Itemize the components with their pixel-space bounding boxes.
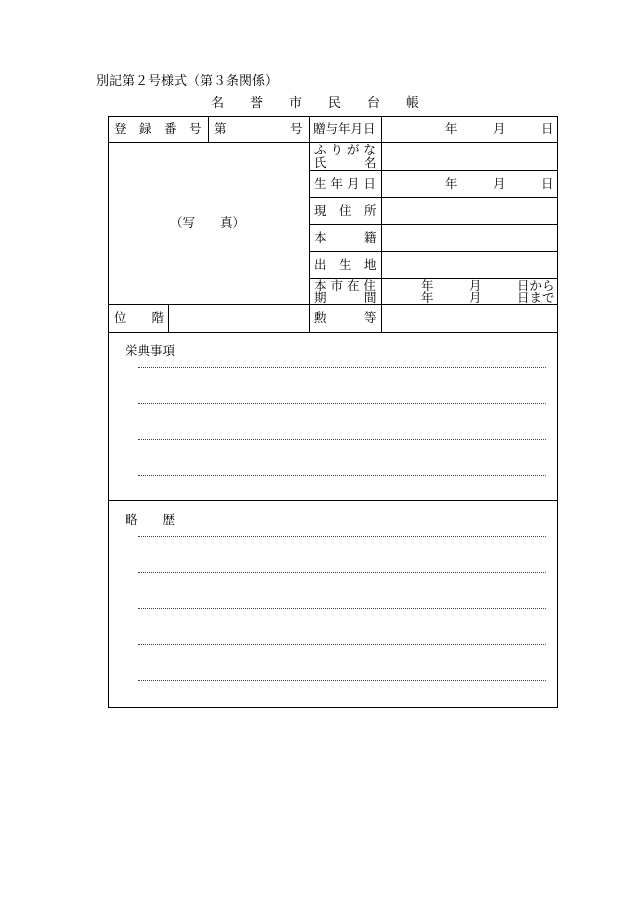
residence-from-month: 月: [469, 278, 482, 293]
residence-to-month: 月: [469, 290, 482, 305]
career-entry-line: [138, 644, 546, 645]
residence-to-suffix: 日まで: [517, 290, 555, 305]
name-label: 氏 名: [314, 155, 377, 170]
residence-from-year: 年: [421, 278, 434, 293]
number-suffix: 号: [290, 121, 303, 136]
registration-number-label: 登 録 番 号: [114, 121, 202, 136]
column-divider: [309, 116, 310, 332]
birthdate-label: 生 年 月 日: [314, 176, 376, 191]
residence-period-label: 本 市 在 住: [314, 278, 376, 293]
residence-to-year: 年: [421, 290, 434, 305]
domicile-label: 本 籍: [314, 230, 377, 245]
award-date-label: 贈与年月日: [313, 121, 376, 136]
birthdate-year: 年: [445, 176, 458, 191]
honors-label: 栄典事項: [125, 343, 176, 358]
award-date-year: 年: [445, 121, 458, 136]
career-entry-line: [138, 608, 546, 609]
career-entry-line: [138, 680, 546, 681]
career-entry-line: [138, 536, 546, 537]
decoration-label: 勲 等: [314, 310, 377, 325]
honors-entry-line: [138, 367, 546, 368]
award-date-day: 日: [541, 121, 554, 136]
residence-from-suffix: 日から: [517, 278, 555, 293]
row-divider: [309, 251, 558, 252]
column-divider: [381, 116, 382, 332]
document-title: 名 誉 市 民 台 帳: [210, 96, 419, 111]
birthdate-month: 月: [493, 176, 506, 191]
number-prefix: 第: [214, 121, 227, 136]
column-divider: [168, 304, 169, 332]
honors-entry-line: [138, 439, 546, 440]
row-divider: [309, 170, 558, 171]
row-divider: [309, 224, 558, 225]
row-divider: [108, 332, 558, 333]
row-divider: [309, 197, 558, 198]
birthplace-label: 出 生 地: [314, 257, 377, 272]
rank-label: 位 階: [114, 310, 165, 325]
career-label: 略 歴: [125, 512, 176, 527]
photo-placeholder: （写 真）: [170, 215, 246, 230]
row-divider: [108, 500, 558, 501]
award-date-month: 月: [493, 121, 506, 136]
residence-period-label-2: 期 間: [314, 290, 377, 305]
birthdate-day: 日: [541, 176, 554, 191]
career-entry-line: [138, 572, 546, 573]
column-divider: [208, 116, 209, 142]
honors-entry-line: [138, 403, 546, 404]
furigana-label: ふ り が な: [314, 142, 376, 157]
form-number-heading: 別記第２号様式（第３条関係）: [96, 74, 279, 89]
address-label: 現 住 所: [314, 203, 377, 218]
honors-entry-line: [138, 475, 546, 476]
